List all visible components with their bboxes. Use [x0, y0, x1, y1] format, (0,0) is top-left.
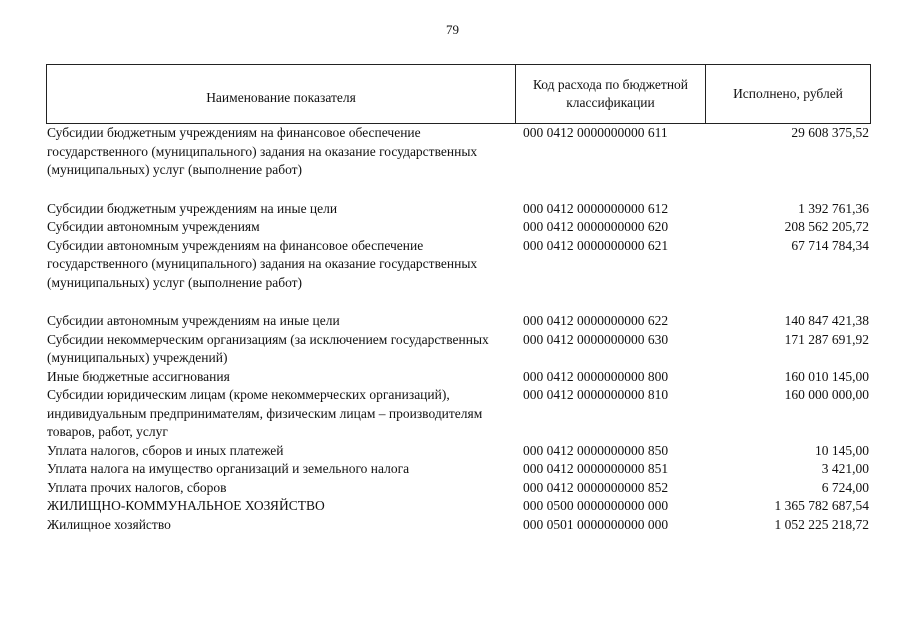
row-amount: 29 608 375,52 [791, 125, 869, 140]
row-code: 000 0412 0000000000 612 [523, 200, 669, 216]
row-name: Субсидии автономным учреждениям на иные цели [47, 313, 340, 328]
row-name: ЖИЛИЩНО-КОММУНАЛЬНОЕ ХОЗЯЙСТВО [47, 498, 325, 513]
row-code: 000 0500 0000000000 000 [523, 498, 669, 513]
row-name: Субсидии бюджетным учреждениям на иные цели [47, 200, 338, 216]
row-code: 000 0412 0000000000 810 [523, 387, 669, 402]
row-amount: 160 010 145,00 [784, 368, 869, 384]
row-amount: 3 421,00 [821, 461, 869, 476]
table-row [46, 386, 871, 442]
row-name: Субсидии юридическим лицам (кроме некоммерческих организаций), индивидуальным предпринимателям, физическим лицам – производителям товаров, работ, услуг [47, 387, 483, 439]
row-amount: 10 145,00 [815, 442, 869, 458]
header-indicator-name: Наименование показателя [47, 65, 516, 123]
row-name: Уплата прочих налогов, сборов [47, 479, 227, 495]
row-code: 000 0412 0000000000 851 [523, 461, 669, 476]
table-row [46, 479, 871, 498]
row-name: Субсидии автономным учреждениям на финансовое обеспечение государственного (муниципального) задания на оказание государственных (муниципальных) услуг (выполнение работ) [47, 237, 478, 290]
row-code: 000 0501 0000000000 000 [523, 516, 669, 532]
row-amount: 160 000 000,00 [784, 387, 869, 402]
row-spacer [46, 292, 871, 312]
row-name: Субсидии некоммерческим организациям (за исключением государственных (муниципальных) учреждений) [47, 331, 489, 365]
row-name: Иные бюджетные ассигнования [47, 368, 230, 384]
row-code: 000 0412 0000000000 621 [523, 237, 669, 253]
row-code: 000 0412 0000000000 622 [523, 313, 669, 328]
row-name: Уплата налогов, сборов и иных платежей [47, 442, 284, 458]
row-spacer [46, 180, 871, 200]
row-amount: 1 365 782 687,54 [774, 498, 869, 513]
header-budget-code: Код расхода по бюджетной классификации [516, 65, 706, 123]
row-amount: 171 287 691,92 [784, 331, 869, 347]
row-code: 000 0412 0000000000 620 [523, 219, 669, 234]
table-row [46, 331, 871, 368]
row-amount: 1 392 761,36 [798, 200, 869, 216]
budget-execution-table [46, 64, 871, 534]
table-row [46, 368, 871, 387]
row-code: 000 0412 0000000000 852 [523, 479, 669, 495]
table-row [46, 312, 871, 331]
row-code: 000 0412 0000000000 800 [523, 368, 669, 384]
row-name: Субсидии автономным учреждениям [47, 219, 260, 234]
row-code: 000 0412 0000000000 611 [523, 125, 668, 140]
row-name: Жилищное хозяйство [47, 516, 171, 532]
table-row [46, 124, 871, 180]
row-amount: 208 562 205,72 [784, 219, 869, 234]
row-code: 000 0412 0000000000 850 [523, 442, 669, 458]
table-row [46, 442, 871, 461]
table-row [46, 218, 871, 237]
page-number: 79 [446, 22, 459, 37]
row-amount: 140 847 421,38 [784, 313, 869, 328]
row-name: Субсидии бюджетным учреждениям на финансовое обеспечение государственного (муниципального) задания на оказание государственных (муниципальных) услуг (выполнение работ) [47, 125, 478, 177]
row-amount: 6 724,00 [821, 479, 869, 495]
header-executed-amount: Исполнено, рублей [733, 86, 843, 101]
row-name: Уплата налога на имущество организаций и земельного налога [47, 461, 410, 476]
row-amount: 1 052 225 218,72 [774, 516, 869, 532]
table-row [46, 460, 871, 479]
row-amount: 67 714 784,34 [791, 237, 869, 253]
row-code: 000 0412 0000000000 630 [523, 331, 669, 347]
table-row [46, 200, 871, 219]
table-row [46, 516, 871, 535]
table-row [46, 237, 871, 293]
table-row [46, 497, 871, 516]
table-header [46, 64, 871, 124]
